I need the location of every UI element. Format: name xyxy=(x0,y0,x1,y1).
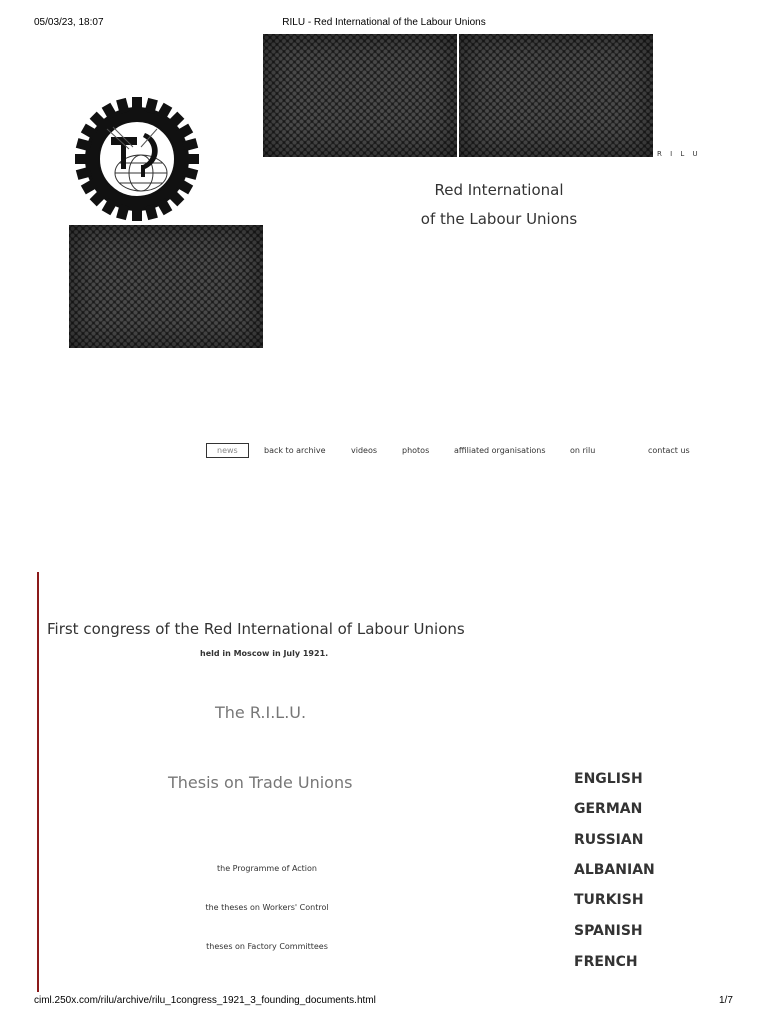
thesis-trade-unions-link[interactable]: Thesis on Trade Unions xyxy=(168,773,353,792)
nav-news[interactable]: news xyxy=(206,443,249,458)
cog-emblem-icon xyxy=(68,96,206,222)
mesh-image-lower xyxy=(69,225,263,348)
lang-russian[interactable]: RUSSIAN xyxy=(574,832,644,848)
mesh-image-right xyxy=(459,34,653,157)
lang-spanish[interactable]: SPANISH xyxy=(574,923,643,939)
print-page-number: 1/7 xyxy=(719,995,733,1006)
nav-back-to-archive[interactable]: back to archive xyxy=(264,446,326,455)
lang-albanian[interactable]: ALBANIAN xyxy=(574,862,655,878)
page-subheading: held in Moscow in July 1921. xyxy=(200,649,329,658)
site-title-line1: Red International xyxy=(434,181,564,199)
lang-french[interactable]: FRENCH xyxy=(574,954,638,970)
print-page-title: RILU - Red International of the Labour Unions xyxy=(282,17,486,28)
lang-german[interactable]: GERMAN xyxy=(574,801,643,817)
site-title-line2: of the Labour Unions xyxy=(420,210,578,228)
print-datetime: 05/03/23, 18:07 xyxy=(34,17,104,28)
nav-videos[interactable]: videos xyxy=(351,446,378,455)
lang-english[interactable]: ENGLISH xyxy=(574,771,643,787)
programme-of-action-link[interactable]: the Programme of Action xyxy=(217,864,317,873)
print-url: ciml.250x.com/rilu/archive/rilu_1congress_1921_3_founding_documents.html xyxy=(34,995,376,1006)
mesh-image-left xyxy=(263,34,457,157)
nav-photos[interactable]: photos xyxy=(402,446,430,455)
factory-committees-link[interactable]: theses on Factory Committees xyxy=(206,942,328,951)
workers-control-link[interactable]: the theses on Workers' Control xyxy=(205,903,329,912)
nav-contact-us[interactable]: contact us xyxy=(648,446,690,455)
nav-on-rilu[interactable]: on rilu xyxy=(570,446,596,455)
lang-turkish[interactable]: TURKISH xyxy=(574,892,644,908)
page-heading: First congress of the Red International of Labour Unions xyxy=(47,620,465,638)
rilu-link[interactable]: The R.I.L.U. xyxy=(215,703,307,722)
nav-affiliated-organisations[interactable]: affiliated organisations xyxy=(454,446,546,455)
rilu-logo xyxy=(68,96,206,222)
accent-rule xyxy=(37,572,39,992)
rilu-label: R I L U xyxy=(657,150,701,158)
